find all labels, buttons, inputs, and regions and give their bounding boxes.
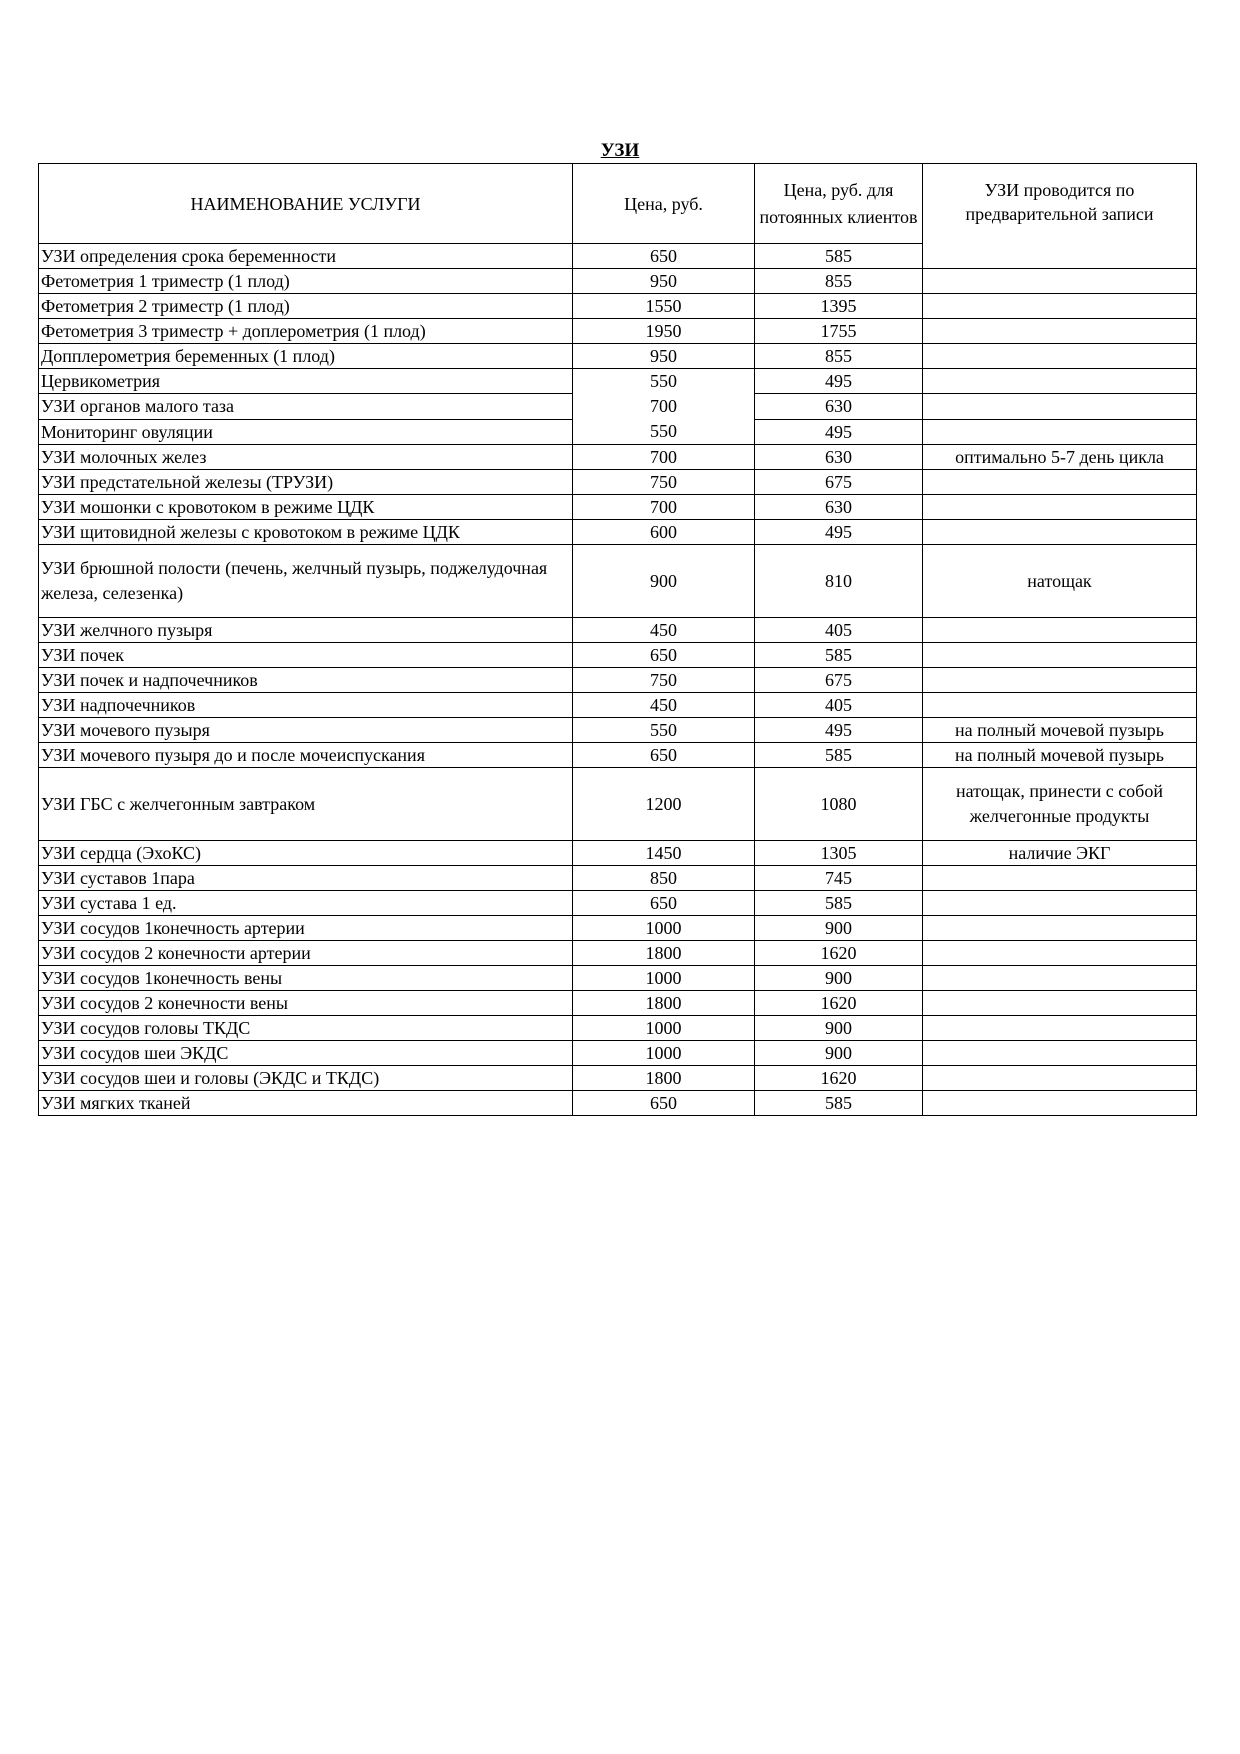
- note-cell: [923, 369, 1197, 394]
- table-row: [39, 768, 1197, 841]
- price-value: 700: [573, 445, 755, 470]
- price-value: 1800: [573, 991, 755, 1016]
- price-table: [38, 163, 1197, 1116]
- table-row: [39, 369, 1197, 394]
- regular-price-value: 1620: [755, 1066, 923, 1091]
- table-row: [39, 841, 1197, 866]
- service-name: УЗИ желчного пузыря: [39, 618, 573, 643]
- regular-price-value: 1080: [755, 768, 923, 841]
- note-cell: [923, 916, 1197, 941]
- service-name: УЗИ молочных желез: [39, 445, 573, 470]
- table-row: [39, 891, 1197, 916]
- header-row: [39, 164, 1197, 244]
- note-cell: на полный мочевой пузырь: [923, 718, 1197, 743]
- price-value: 1000: [573, 916, 755, 941]
- regular-price-value: 495: [755, 419, 923, 444]
- service-name: УЗИ надпочечников: [39, 693, 573, 718]
- regular-price-value: 745: [755, 866, 923, 891]
- price-value: 1950: [573, 319, 755, 344]
- service-name: УЗИ сосудов шеи и головы (ЭКДС и ТКДС): [39, 1066, 573, 1091]
- service-name: УЗИ ГБС с желчегонным завтраком: [39, 768, 573, 841]
- regular-price-value: 900: [755, 916, 923, 941]
- note-cell: натощак: [923, 545, 1197, 618]
- table-row: [39, 344, 1197, 369]
- price-value: 1800: [573, 941, 755, 966]
- note-cell: оптимально 5-7 день цикла: [923, 445, 1197, 470]
- table-row: [39, 269, 1197, 294]
- service-name: Допплерометрия беременных (1 плод): [39, 344, 573, 369]
- note-cell: [923, 495, 1197, 520]
- regular-price-value: 900: [755, 966, 923, 991]
- note-cell: [923, 1041, 1197, 1066]
- price-value: 950: [573, 269, 755, 294]
- service-name: УЗИ щитовидной железы с кровотоком в режиме ЦДК: [39, 520, 573, 545]
- note-cell: [923, 1016, 1197, 1041]
- table-row: [39, 545, 1197, 618]
- regular-price-value: 1305: [755, 841, 923, 866]
- regular-price-value: 1755: [755, 319, 923, 344]
- service-name: УЗИ мочевого пузыря: [39, 718, 573, 743]
- price-value: 450: [573, 693, 755, 718]
- note-cell: [923, 991, 1197, 1016]
- price-value: 450: [573, 618, 755, 643]
- note-cell: [923, 470, 1197, 495]
- regular-price-value: 630: [755, 394, 923, 419]
- service-name: УЗИ сосудов 2 конечности вены: [39, 991, 573, 1016]
- header-service-name: НАИМЕНОВАНИЕ УСЛУГИ: [39, 164, 573, 244]
- table-row: [39, 916, 1197, 941]
- regular-price-value: 900: [755, 1016, 923, 1041]
- table-row: [39, 718, 1197, 743]
- regular-price-value: 495: [755, 718, 923, 743]
- service-name: УЗИ сердца (ЭхоКС): [39, 841, 573, 866]
- price-value: 1800: [573, 1066, 755, 1091]
- regular-price-value: 585: [755, 643, 923, 668]
- price-value: 550: [573, 718, 755, 743]
- note-cell: [923, 668, 1197, 693]
- price-value: 650: [573, 743, 755, 768]
- table-row: [39, 668, 1197, 693]
- regular-price-value: 495: [755, 369, 923, 394]
- header-note: [923, 164, 1197, 269]
- regular-price-value: 585: [755, 244, 923, 269]
- price-value: 650: [573, 643, 755, 668]
- regular-price-value: 1395: [755, 294, 923, 319]
- price-value: 1000: [573, 966, 755, 991]
- service-name: Фетометрия 3 триместр + доплерометрия (1 плод): [39, 319, 573, 344]
- regular-price-value: 675: [755, 470, 923, 495]
- price-value: 850: [573, 866, 755, 891]
- table-row: [39, 445, 1197, 470]
- service-name: Фетометрия 2 триместр (1 плод): [39, 294, 573, 319]
- note-cell: на полный мочевой пузырь: [923, 743, 1197, 768]
- note-cell: [923, 520, 1197, 545]
- service-name: УЗИ почек: [39, 643, 573, 668]
- service-name: УЗИ суставов 1пара: [39, 866, 573, 891]
- regular-price-value: 405: [755, 618, 923, 643]
- table-row: [39, 618, 1197, 643]
- price-value: 1450: [573, 841, 755, 866]
- regular-price-value: 585: [755, 743, 923, 768]
- service-name: Фетометрия 1 триместр (1 плод): [39, 269, 573, 294]
- header-note-text: УЗИ проводится по предварительной записи: [965, 180, 1154, 224]
- header-price: Цена, руб.: [573, 164, 755, 244]
- regular-price-value: 855: [755, 344, 923, 369]
- price-value: 700: [650, 396, 677, 416]
- price-value: 700: [573, 495, 755, 520]
- price-value: 1550: [573, 294, 755, 319]
- price-value: 950: [573, 344, 755, 369]
- note-cell: [923, 941, 1197, 966]
- table-row: [39, 866, 1197, 891]
- regular-price-value: 675: [755, 668, 923, 693]
- price-value: 550: [650, 371, 677, 391]
- regular-price-value: 1620: [755, 941, 923, 966]
- table-row: [39, 693, 1197, 718]
- service-name: Цервикометрия: [39, 369, 573, 394]
- regular-price-value: 405: [755, 693, 923, 718]
- table-row: [39, 1016, 1197, 1041]
- note-cell: [923, 394, 1197, 419]
- price-value: 600: [573, 520, 755, 545]
- regular-price-value: 585: [755, 891, 923, 916]
- note-cell: [923, 344, 1197, 369]
- note-cell: [923, 1091, 1197, 1116]
- table-row: [39, 643, 1197, 668]
- table-row: [39, 319, 1197, 344]
- note-cell: натощак, принести с собой желчегонные продукты: [923, 768, 1197, 841]
- note-cell: [923, 618, 1197, 643]
- table-row: [39, 1041, 1197, 1066]
- regular-price-value: 900: [755, 1041, 923, 1066]
- regular-price-value: 495: [755, 520, 923, 545]
- service-name: УЗИ органов малого таза: [39, 394, 573, 419]
- note-cell: наличие ЭКГ: [923, 841, 1197, 866]
- table-row: [39, 966, 1197, 991]
- service-name: УЗИ определения срока беременности: [39, 244, 573, 269]
- service-name: УЗИ сосудов 1конечность вены: [39, 966, 573, 991]
- price-value: 550: [650, 421, 677, 441]
- regular-price-value: 855: [755, 269, 923, 294]
- note-cell: [923, 419, 1197, 444]
- service-name: Мониторинг овуляции: [39, 419, 573, 444]
- table-row: [39, 495, 1197, 520]
- price-value: 900: [573, 545, 755, 618]
- service-name: УЗИ предстательной железы (ТРУЗИ): [39, 470, 573, 495]
- price-value: 650: [573, 891, 755, 916]
- service-name: УЗИ сосудов шеи ЭКДС: [39, 1041, 573, 1066]
- note-cell: [923, 693, 1197, 718]
- price-value: 750: [573, 470, 755, 495]
- price-value: 750: [573, 668, 755, 693]
- page-title: УЗИ: [600, 140, 640, 161]
- price-value: 650: [573, 244, 755, 269]
- table-row: [39, 294, 1197, 319]
- service-name: УЗИ мягких тканей: [39, 1091, 573, 1116]
- note-cell: [923, 643, 1197, 668]
- service-name: УЗИ брюшной полости (печень, желчный пузырь, поджелудочная железа, селезенка): [39, 545, 573, 618]
- table-row: [39, 470, 1197, 495]
- regular-price-value: 1620: [755, 991, 923, 1016]
- table-row: [39, 1066, 1197, 1091]
- service-name: УЗИ сосудов головы ТКДС: [39, 1016, 573, 1041]
- regular-price-value: 585: [755, 1091, 923, 1116]
- price-value: 1200: [573, 768, 755, 841]
- table-row: [39, 941, 1197, 966]
- price-merged-cell: [573, 369, 755, 445]
- note-cell: [923, 1066, 1197, 1091]
- table-row: [39, 520, 1197, 545]
- service-name: УЗИ мошонки с кровотоком в режиме ЦДК: [39, 495, 573, 520]
- table-row: [39, 1091, 1197, 1116]
- service-name: УЗИ сосудов 1конечность артерии: [39, 916, 573, 941]
- regular-price-value: 810: [755, 545, 923, 618]
- note-cell: [923, 891, 1197, 916]
- note-cell: [923, 966, 1197, 991]
- service-name: УЗИ почек и надпочечников: [39, 668, 573, 693]
- service-name: УЗИ сосудов 2 конечности артерии: [39, 941, 573, 966]
- service-name: УЗИ сустава 1 ед.: [39, 891, 573, 916]
- table-row: [39, 991, 1197, 1016]
- price-value: 1000: [573, 1016, 755, 1041]
- regular-price-value: 630: [755, 495, 923, 520]
- note-cell: [923, 294, 1197, 319]
- price-value: 1000: [573, 1041, 755, 1066]
- note-cell: [923, 319, 1197, 344]
- price-value: 650: [573, 1091, 755, 1116]
- header-regular-price: Цена, руб. для потоянных клиентов: [755, 164, 923, 244]
- note-cell: [923, 866, 1197, 891]
- regular-price-value: 630: [755, 445, 923, 470]
- service-name: УЗИ мочевого пузыря до и после мочеиспускания: [39, 743, 573, 768]
- table-row: [39, 743, 1197, 768]
- note-cell: [923, 269, 1197, 294]
